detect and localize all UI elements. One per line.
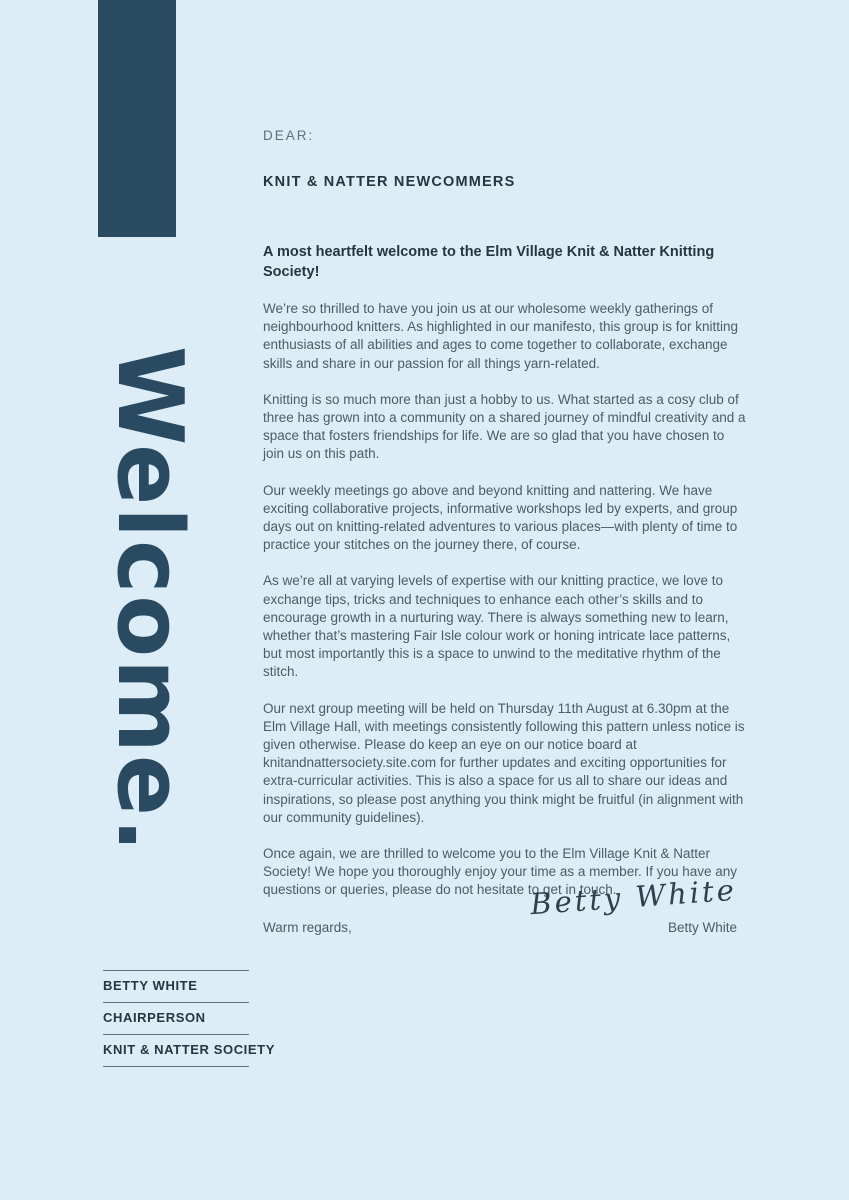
letter-paragraph: Our weekly meetings go above and beyond knitting and nattering. We have exciting collaborative projects, informative workshops led by experts, and group days out on knitting-related adventures to various places—with plenty of time to practice your stitches on the journey there, of course. <box>263 482 738 553</box>
signoff-name: BETTY WHITE <box>103 970 249 1002</box>
signature-printed-name: Betty White <box>667 920 737 935</box>
letter-heading: A most heartfelt welcome to the Elm Village Knit & Natter Knitting Society! <box>263 244 715 280</box>
letter-paragraph: As we’re all at varying levels of expertise with our knitting practice, we love to exchange tips, tricks and techniques to enhance each other’s skills and to encourage growth in a nurturing way. There is always something new to learn, whether that’s mastering Fair Isle colour work or honing intricate lace patterns, but most importantly this is a space to unwind to the meditative rhythm of the stitch. <box>263 573 731 680</box>
letter-paragraph: We’re so thrilled to have you join us at our wholesome weekly gatherings of neighbourhood knitters. As highlighted in our manifesto, this group is for knitting enthusiasts of all abilities and ages to come together to collaborate, exchange skills and share in our passion for all things yarn-related. <box>263 301 739 371</box>
signature-script: Betty White <box>529 872 738 922</box>
signoff-role: CHAIRPERSON <box>103 1002 249 1034</box>
letter-paragraph: Our next group meeting will be held on Thursday 11th August at 6.30pm at the Elm Village Hall, with meetings consistently following this pattern unless notice is given otherwise. Please do keep an eye on our notice board at knitandnattersociety.site.com for further updates and exciting opportunities for extra-curricular activities. This is also a space for us all to share our ideas and inspirations, so please post anything you think might be fruitful (in alignment with our community guidelines). <box>263 700 745 825</box>
letter-paragraph: Once again, we are thrilled to welcome you to the Elm Village Knit & Natter Society! We hope you thoroughly enjoy your time as a member. If you have any questions or queries, please do not hesitate to get in touch. <box>263 846 738 898</box>
signoff-organisation: KNIT & NATTER SOCIETY <box>103 1034 249 1066</box>
closing-line: Warm regards, <box>263 919 352 935</box>
letter-paragraphs <box>263 300 749 900</box>
signoff-panel <box>103 970 275 1067</box>
letter-body <box>263 126 749 937</box>
letter-paragraph: Knitting is so much more than just a hobby to us. What started as a cosy club of three has grown into a community on a shared journey of mindful creativity and a space that fosters friendships for life. We are so glad that you have chosen to join us on this path. <box>263 391 746 462</box>
recipient-name: KNIT & NATTER NEWCOMMERS <box>263 174 516 190</box>
accent-bar <box>98 0 176 237</box>
welcome-vertical-text: Welcome. <box>97 346 202 855</box>
salutation-label: DEAR: <box>263 128 315 143</box>
